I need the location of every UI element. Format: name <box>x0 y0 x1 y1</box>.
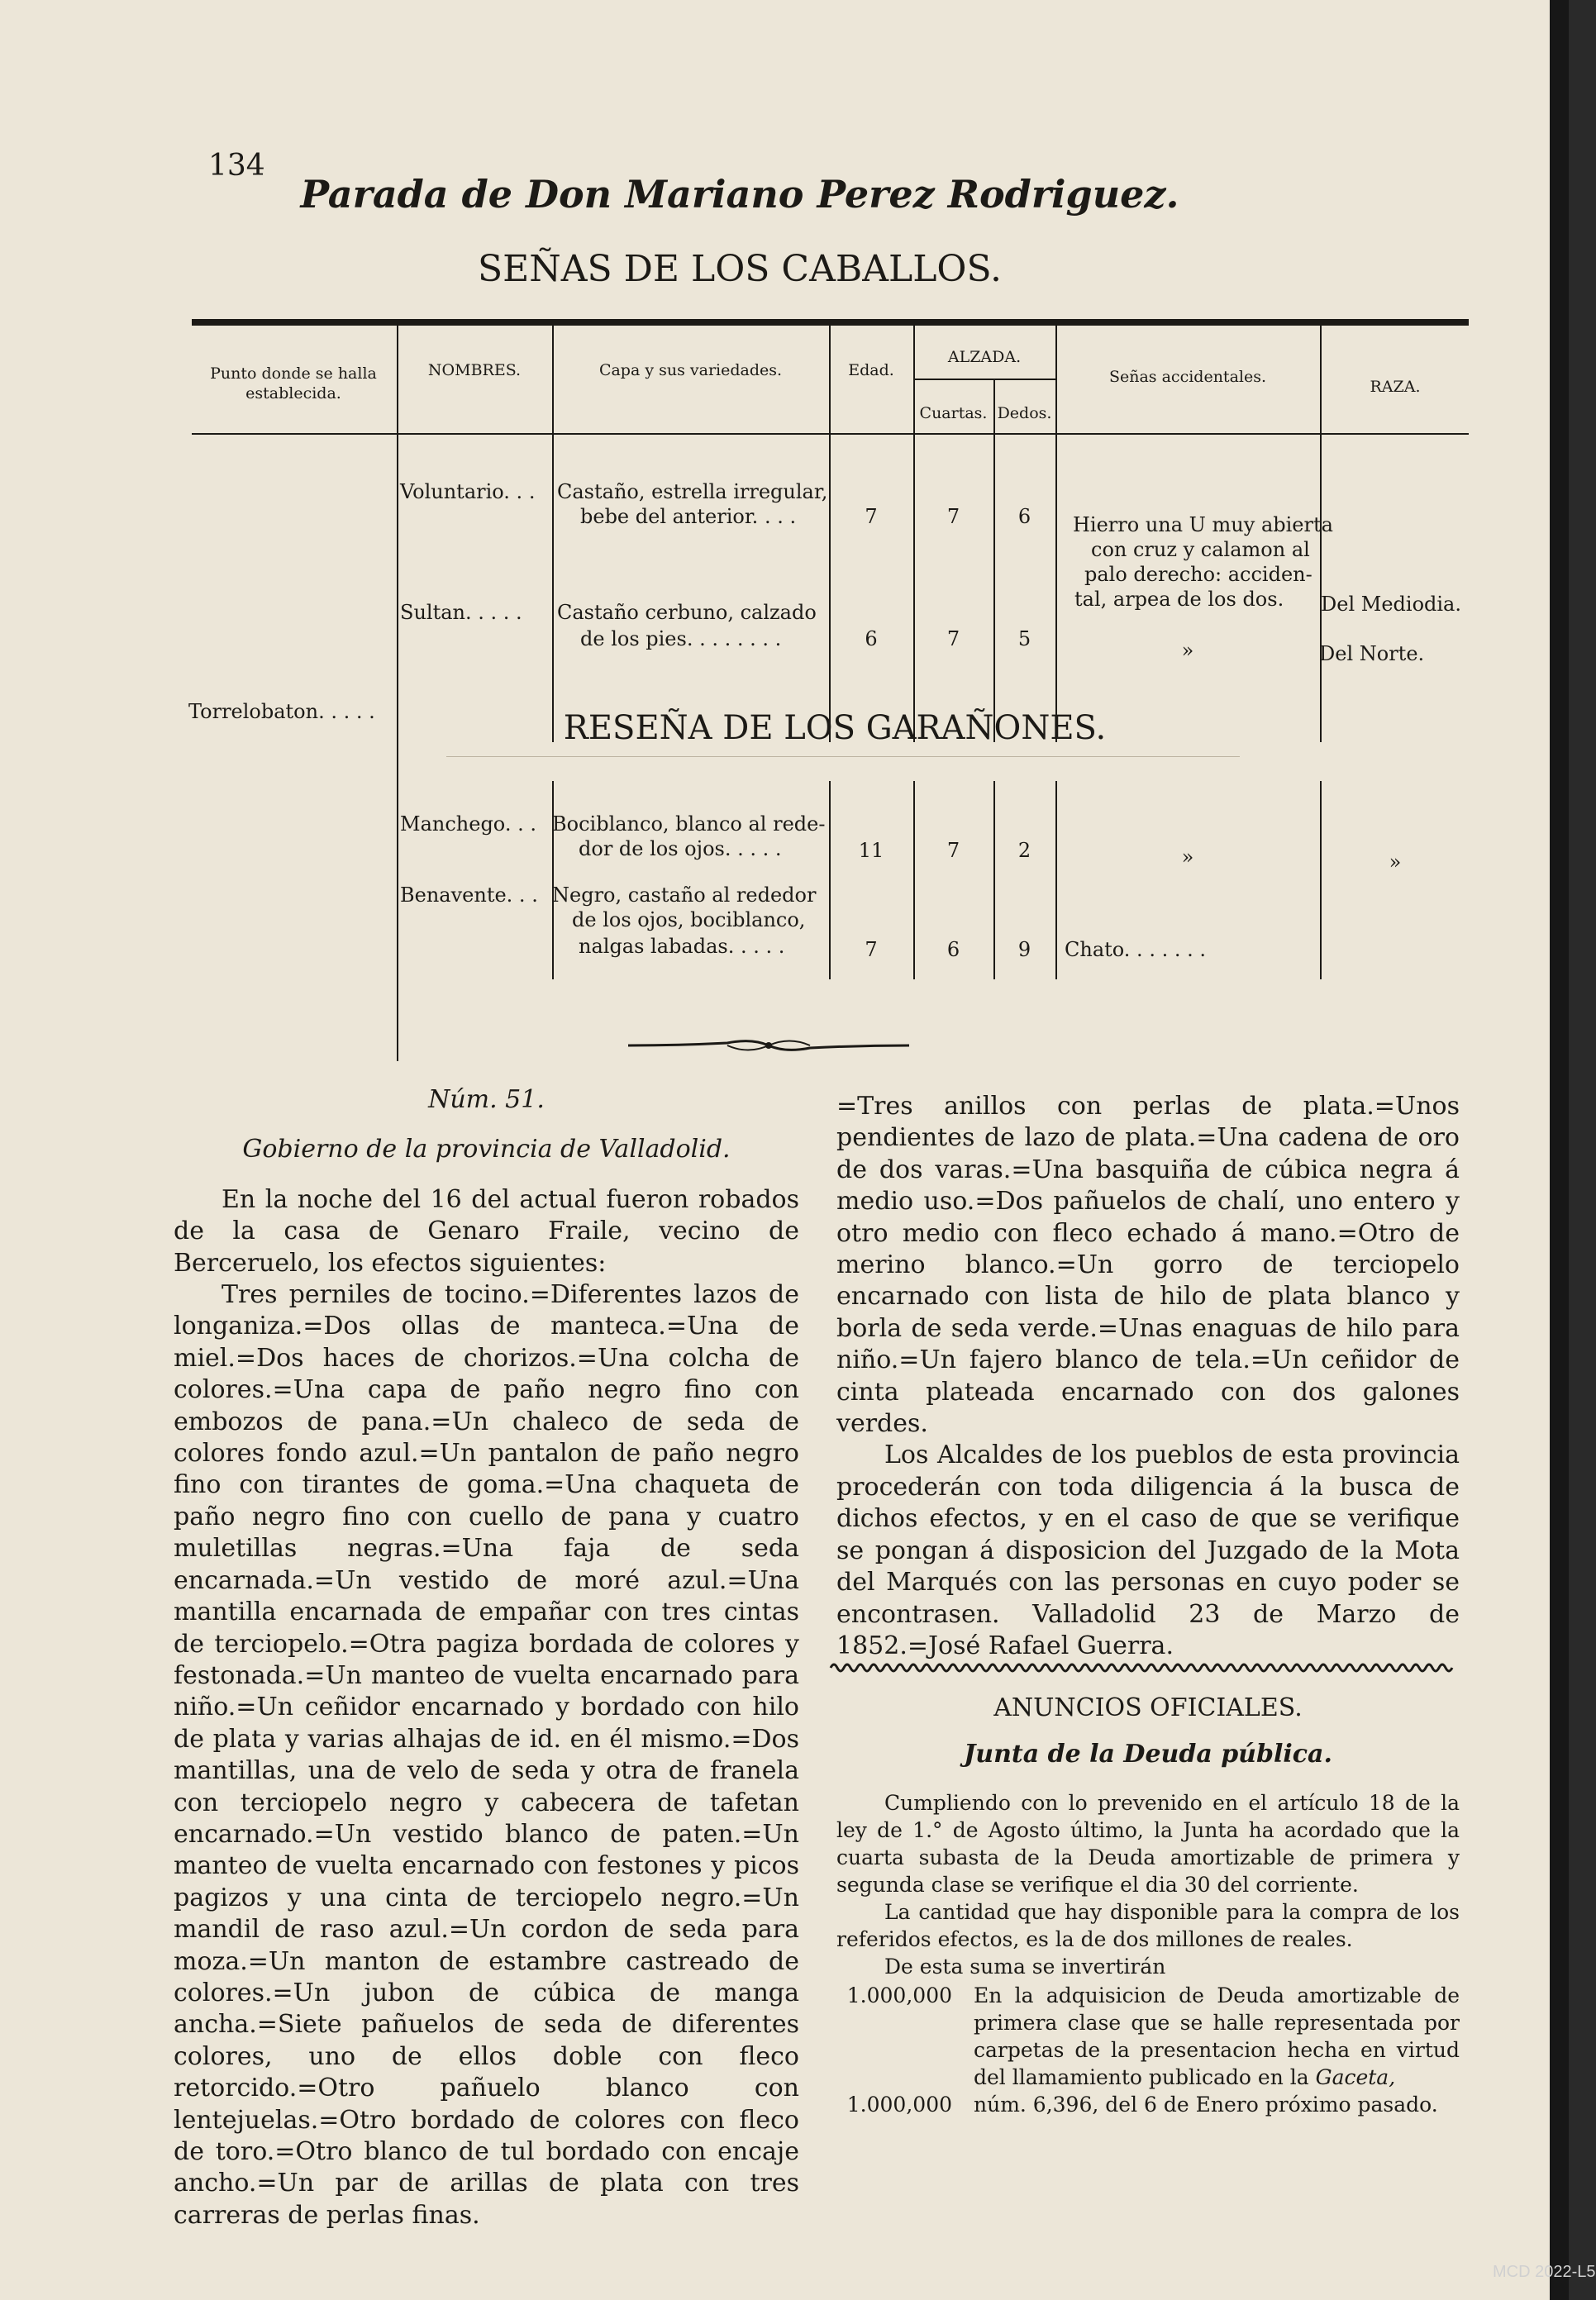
header-cuartas: Cuartas. <box>919 404 988 422</box>
num-heading: Núm. 51. <box>428 1085 545 1114</box>
left-paragraph: Tres perniles de tocino.=Diferentes lazos de longaniza.=Dos ollas de manteca.=Una de miel.=Dos haces de chorizos.=Una colcha de colores.=Una capa de paño negro fino con embozos de pana.=Un chaleco de seda de colores fondo azul.=Un pantalon de paño negro fino con tirantes de goma.=Una chaqueta de paño negro fino con cuello de pana y cuatro muletillas negras.=Una faja de seda encarnada.=Un vestido de moré azul.=Una mantilla encarnada de empañar con tres cintas de terciopelo.=Otra pagiza bordada de colores y festonada.=Un manteo de vuelta encarnado para niño.=Un ceñidor encarnado y bordado con hilo de plata y varias alhajas de id. en él mismo.=Dos mantillas, una de velo de seda y otra de franela con terciopelo negro y cabecera de tafetan encarnado.=Un vestido blanco de paten.=Un manteo de vuelta encarnado con festones y picos pagizos y una cinta de terciopelo negro.=Un mandil de raso azul.=Un cordon de seda para moza.=Un manton de estambre castreado de colores.=Un jubon de cúbica de manga ancha.=Siete pañuelos de seda de diferentes colores, uno de ellos doble con fleco retorcido.=Otro pañuelo blanco con lentejuelas.=Otro bordado de colores con fleco de toro.=Otro blanco de tul bordado con encaje ancho.=Un par de arillas de plata con tres carreras de perlas finas. <box>174 1280 799 2230</box>
garanon-capa-line: dor de los ojos. . . . . <box>579 837 782 860</box>
col-divider <box>913 326 915 742</box>
garanon-nombre: Manchego. . . <box>400 812 536 836</box>
garanon-senas: Chato. . . . . . . <box>1065 938 1206 961</box>
senas-line: palo derecho: acciden- <box>1084 563 1313 586</box>
raza-value: Del Norte. <box>1319 642 1425 665</box>
garanon-raza: » <box>1389 850 1402 874</box>
caballo-dedos: 6 <box>1017 505 1031 528</box>
garanon-cuartas: 7 <box>946 839 960 862</box>
junta-text <box>836 1789 1460 2118</box>
garanon-capa-line: Negro, castaño al rededor <box>552 883 817 907</box>
caballo-cuartas: 7 <box>946 505 960 528</box>
amount-value: 1.000,000 <box>846 1983 952 2007</box>
senas-line: con cruz y calamon al <box>1091 538 1310 561</box>
anuncios-block <box>836 1693 1460 2118</box>
ornament-flourish <box>628 1033 909 1058</box>
table-top-rule <box>192 319 1469 326</box>
col-divider <box>993 380 995 742</box>
garanon-nombre: Benavente. . . <box>400 883 538 907</box>
junta-paragraph: Cumpliendo con lo prevenido en el artículo 18 de la ley de 1.° de Agosto último, la Junta ha acordado que la cuarta subasta de la Deuda amortizable de primera y segunda clase se verifique el dia 30 del corriente. <box>836 1790 1460 1897</box>
header-raza: RAZA. <box>1370 378 1421 396</box>
caballo-dedos: 5 <box>1017 627 1031 650</box>
gobierno-heading: Gobierno de la provincia de Valladolid. <box>242 1135 731 1164</box>
garanon-edad: 11 <box>858 839 884 862</box>
garanon-dedos: 2 <box>1017 839 1031 862</box>
col-divider <box>1320 781 1322 979</box>
punto-value: Torrelobaton. . . . . <box>188 700 375 723</box>
alzada-rule <box>913 379 1055 380</box>
page-number: 134 <box>208 149 265 183</box>
header-punto: Punto donde se halla establecida. <box>210 364 377 402</box>
header-nombres: NOMBRES. <box>427 361 522 379</box>
wavy-divider <box>831 1661 1455 1674</box>
right-paragraph: =Tres anillos con perlas de plata.=Unos pendientes de lazo de plata.=Una cadena de oro de dos varas.=Una basquiña de cúbica negra á medio uso.=Dos pañuelos de chalí, uno entero y otro medio con fleco echado á mano.=Otro de merino blanco.=Un gorro de terciopelo encarnado con lista de hilo de plata blanco y borla de seda verde.=Unas enaguas de hilo para niño.=Un fajero blanco de tela.=Un ceñidor de cinta plateada encarnado con dos galones verdes. <box>836 1092 1460 1439</box>
anuncios-heading: ANUNCIOS OFICIALES. <box>993 1693 1303 1722</box>
caballo-edad: 6 <box>865 627 878 650</box>
junta-paragraph: De esta suma se invertirán <box>884 1954 1166 1979</box>
junta-heading: Junta de la Deuda pública. <box>964 1740 1332 1769</box>
senas-line: Hierro una U muy abierta <box>1073 513 1333 536</box>
header-alzada: ALZADA. <box>947 348 1022 366</box>
garanon-senas: » <box>1181 845 1194 869</box>
col-divider <box>1055 781 1057 979</box>
col-divider <box>829 326 831 742</box>
header-capa: Capa y sus variedades. <box>598 361 783 379</box>
col-divider <box>1055 326 1057 742</box>
garanon-capa-line: nalgas labadas. . . . . <box>579 935 785 958</box>
garanon-capa-line: de los ojos, bociblanco, <box>572 908 806 931</box>
garanon-dedos: 9 <box>1017 938 1031 961</box>
garanones-underline <box>446 756 1240 757</box>
garanones-title: RESEÑA DE LOS GARAÑONES. <box>563 709 1107 747</box>
caballo-cuartas: 7 <box>946 627 960 650</box>
junta-paragraph: La cantidad que hay disponible para la compra de los referidos efectos, es la de dos millones de reales. <box>836 1899 1460 1951</box>
watermark: MCD 2022-L5 <box>1493 2263 1596 2281</box>
caballo-nombre: Voluntario. . . <box>400 480 536 503</box>
amount-value: 1.000,000 <box>846 2092 952 2117</box>
garanon-edad: 7 <box>865 938 878 961</box>
parada-title: Parada de Don Mariano Perez Rodriguez. <box>300 172 1179 217</box>
caballo-capa-line: de los pies. . . . . . . . <box>580 627 782 650</box>
col-divider <box>552 326 554 742</box>
caballo-capa-line: Castaño cerbuno, calzado <box>557 601 817 624</box>
raza-value: Del Mediodia. <box>1321 593 1461 616</box>
left-paragraph: En la noche del 16 del actual fueron robados de la casa de Genaro Fraile, vecino de Berceruelo, los efectos siguientes: <box>174 1184 799 1278</box>
garanon-capa-line: Bociblanco, blanco al rede- <box>552 812 826 836</box>
caballo-edad: 7 <box>865 505 878 528</box>
senas-value: » <box>1181 639 1194 662</box>
header-edad: Edad. <box>848 361 894 379</box>
amount-text: En la adquisicion de Deuda amortizable de primera clase que se halle representada por carpetas de la presentacion hecha en virtud del llamamiento publicado en la <box>974 1983 1460 2089</box>
amount-description <box>974 1982 1460 2091</box>
right-column <box>836 1091 1460 1662</box>
page-edge <box>1550 0 1569 2300</box>
left-column <box>174 1084 799 2231</box>
amount-row <box>836 2091 1460 2118</box>
caballo-capa-line: Castaño, estrella irregular, <box>557 480 828 503</box>
garanon-cuartas: 6 <box>946 938 960 961</box>
header-senas: Señas accidentales. <box>1108 368 1267 386</box>
amount-row <box>836 1982 1460 2091</box>
senas-line: tal, arpea de los dos. <box>1074 588 1284 611</box>
gaceta-text: Gaceta, <box>1315 2064 1396 2089</box>
header-dedos: Dedos. <box>997 404 1052 422</box>
senas-title: SEÑAS DE LOS CABALLOS. <box>477 248 1003 290</box>
caballo-nombre: Sultan. . . . . <box>400 601 522 624</box>
right-paragraph: Los Alcaldes de los pueblos de esta provincia procederán con toda diligencia á la busca de dichos efectos, y en el caso de que se verifique se pongan á disposicion del Juzgado de la Mota del Marqués con las personas en cuyo poder se encontrasen. Valladolid 23 de Marzo de 1852.=José Rafael Guerra. <box>836 1440 1460 1660</box>
caballo-capa-line: bebe del anterior. . . . <box>580 505 797 528</box>
col-divider <box>397 326 398 1061</box>
amount-text-last: núm. 6,396, del 6 de Enero próximo pasado. <box>974 2092 1438 2117</box>
